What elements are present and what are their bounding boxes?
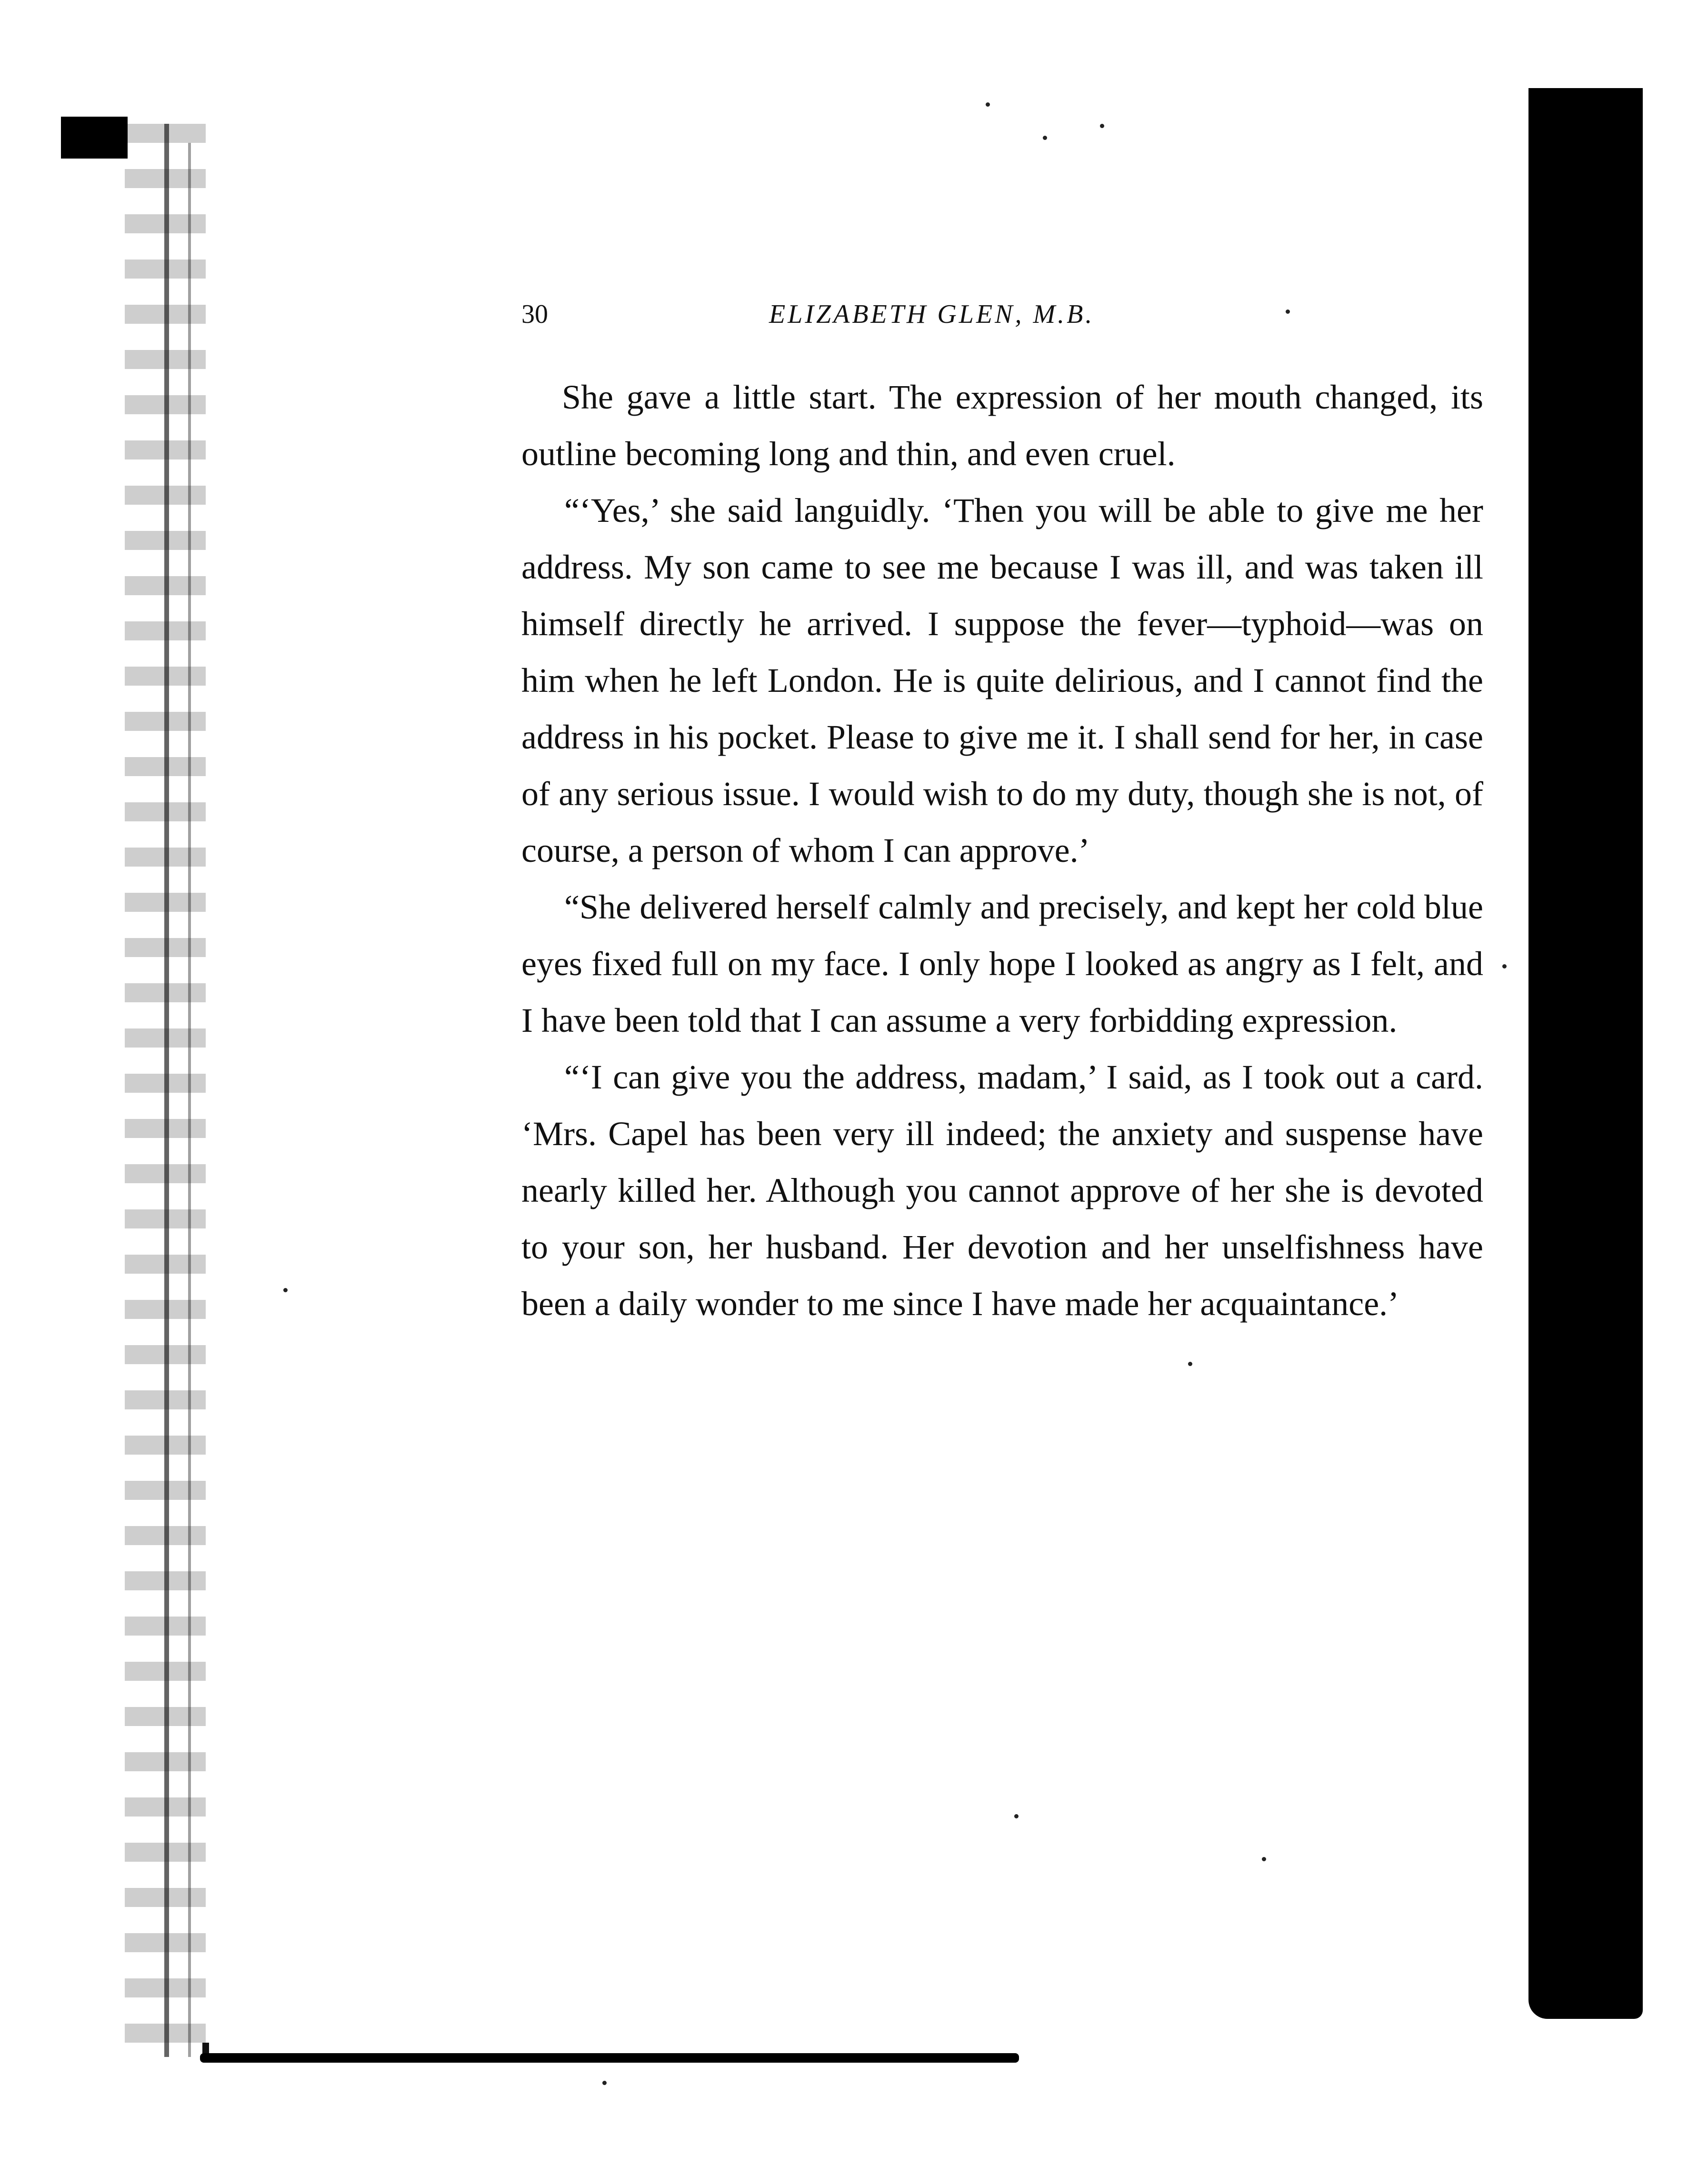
- scan-speck: [1100, 124, 1104, 128]
- gutter-line: [164, 124, 169, 2057]
- scan-speck: [1043, 136, 1047, 140]
- paragraph: She gave a little start. The expression of her mouth changed, its outline becoming long and thin, and even cruel.: [521, 378, 1483, 473]
- scan-edge-band-right: [1528, 88, 1643, 2019]
- scan-speck: [1014, 1814, 1019, 1818]
- scan-speck: [283, 1288, 288, 1292]
- gutter-line: [188, 143, 191, 2057]
- scan-speck: [1262, 1857, 1266, 1861]
- scan-bottom-rule: [200, 2053, 1019, 2063]
- scan-mark-top-left: [61, 117, 128, 159]
- paragraph: “‘I can give you the address, madam,’ I said, as I took out a card. ‘Mrs. Capel has been very ill indeed; the anxiety and suspense have nearly killed her. Although you cannot approve of her she is devoted to your son, her husband. Her devotion and her unselfishness have been a daily wonder to me since I have made her acquaintance.’: [521, 1058, 1483, 1323]
- scan-speck: [1502, 964, 1507, 968]
- running-title: ELIZABETH GLEN, M.B.: [769, 299, 1095, 329]
- scan-speck: [986, 102, 990, 107]
- page-number: 30: [521, 299, 548, 329]
- paragraph: “She delivered herself calmly and precisely, and kept her cold blue eyes fixed full on my face. I only hope I looked as angry as I felt, and I have been told that I can assume a very forbidding expression.: [521, 888, 1483, 1039]
- paragraph: “‘Yes,’ she said languidly. ‘Then you will be able to give me her address. My son came to see me because I was ill, and was taken ill himself directly he arrived. I suppose the fever—typhoid—was on him when he left London. He is quite delirious, and I cannot find the address in his pocket. Please to give me it. I shall send for her, in case of any serious issue. I would wish to do my duty, though she is not, of course, a person of whom I can approve.’: [521, 491, 1483, 869]
- body-text: [521, 369, 1483, 1332]
- scan-speck: [1188, 1362, 1192, 1366]
- scan-speck: [602, 2081, 607, 2085]
- page-header: [521, 295, 1483, 333]
